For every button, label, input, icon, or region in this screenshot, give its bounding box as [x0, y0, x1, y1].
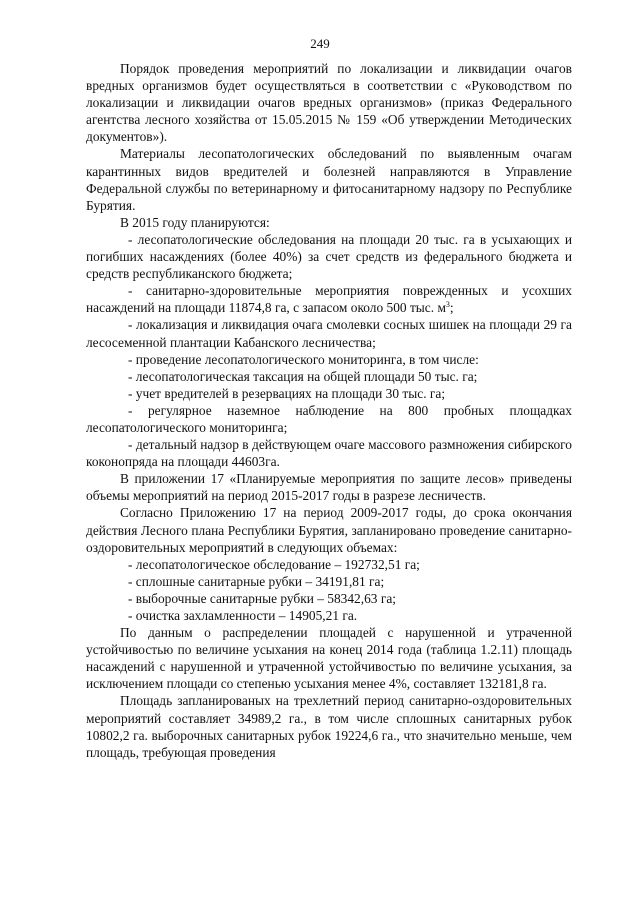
- list-item-ground-observation: - регулярное наземное наблюдение на 800 пробных площадках лесопатологического мониторинга;: [86, 402, 572, 435]
- paragraph-planned-area: Площадь запланированых на трехлетний период санитарно-оздоровительных мероприятий составляет 34989,2 га., в том числе сплошных санитарных рубок 10802,2 га. выборочных санитарных рубок 19224,6 га., что значительно меньше, чем площадь, требующая проведения: [86, 693, 572, 760]
- body-text: [86, 60, 572, 761]
- paragraph-2009-2017-volumes: Согласно Приложению 17 на период 2009-2017 годы, до срока окончания действия Лесного плана Республики Бурятия, запланировано проведение санитарно-оздоровительных мероприятий в следующих объемах:: [86, 505, 572, 555]
- paragraph-survey-materials: Материалы лесопатологических обследований по выявленным очагам карантинных видов вредителей и болезней направляются в Управление Федеральной службы по ветеринарному и фитосанитарному надзору по Республике Бурятия.: [86, 146, 572, 213]
- list-item-debris-cleanup: - очистка захламленности – 14905,21 га.: [128, 608, 358, 623]
- paragraph-stability-distribution: По данным о распределении площадей с нарушенной и утраченной устойчивостью по величине усыхания на конец 2014 года (таблица 1.2.11) площадь насаждений с нарушенной и утраченной устойчивостью по величине усыхания, за исключением площади со степенью усыхания менее 4%, составляет 132181,8 га.: [86, 625, 572, 692]
- list-item-monitoring: - проведение лесопатологического мониторинга, в том числе:: [128, 351, 479, 367]
- list-item-sanitary-measures: [86, 282, 572, 316]
- cubic-superscript: 3: [445, 300, 450, 310]
- list-item-taxation: - лесопатологическая таксация на общей площади 50 тыс. га;: [128, 368, 478, 384]
- list-item-cone-pest-localization: - локализация и ликвидация очага смолевки сосных шишек на площади 29 га лесосеменной плантации Кабанского лесничества;: [86, 317, 572, 350]
- list-item-detailed-supervision: - детальный надзор в действующем очаге массового размножения сибирского коконопряда на площади 44603га.: [86, 437, 572, 470]
- paragraph-2015-plans-intro: В 2015 году планируются:: [120, 214, 270, 230]
- page-number: 249: [310, 36, 330, 51]
- paragraph-measures-procedure: Порядок проведения мероприятий по локализации и ликвидации очагов вредных организмов будет осуществляться в соответствии с «Руководством по локализации и ликвидации очагов вредных организмов» (приказ Федерального агентства лесного хозяйства от 15.05.2015 № 159 «Об утверждении Методических документов»).: [86, 61, 572, 145]
- list-item-pathology-survey-volume: - лесопатологическое обследование – 192732,51 га;: [128, 556, 420, 572]
- list-item-pest-accounting: - учет вредителей в резервациях на площади 30 тыс. га;: [128, 385, 446, 401]
- list-item-selective-sanitary-cuts: - выборочные санитарные рубки – 58342,63 га;: [128, 590, 396, 606]
- list-item-clear-sanitary-cuts: - сплошные санитарные рубки – 34191,81 га;: [128, 573, 385, 589]
- list-item-sanitary-measures-text: - санитарно-здоровительные мероприятия поврежденных и усохших насаждений на площади 11874,8 га, с запасом около 500 тыс. м: [86, 283, 572, 316]
- semicolon: ;: [449, 300, 454, 316]
- paragraph-appendix-17: В приложении 17 «Планируемые мероприятия по защите лесов» приведены объемы мероприятий на период 2015-2017 годы в разрезе лесничеств.: [86, 471, 572, 504]
- list-item-forest-pathology-surveys: - лесопатологические обследования на площади 20 тыс. га в усыхающих и погибших насаждениях (более 40%) за счет средств из федерального бюджета и средств республиканского бюджета;: [86, 231, 572, 282]
